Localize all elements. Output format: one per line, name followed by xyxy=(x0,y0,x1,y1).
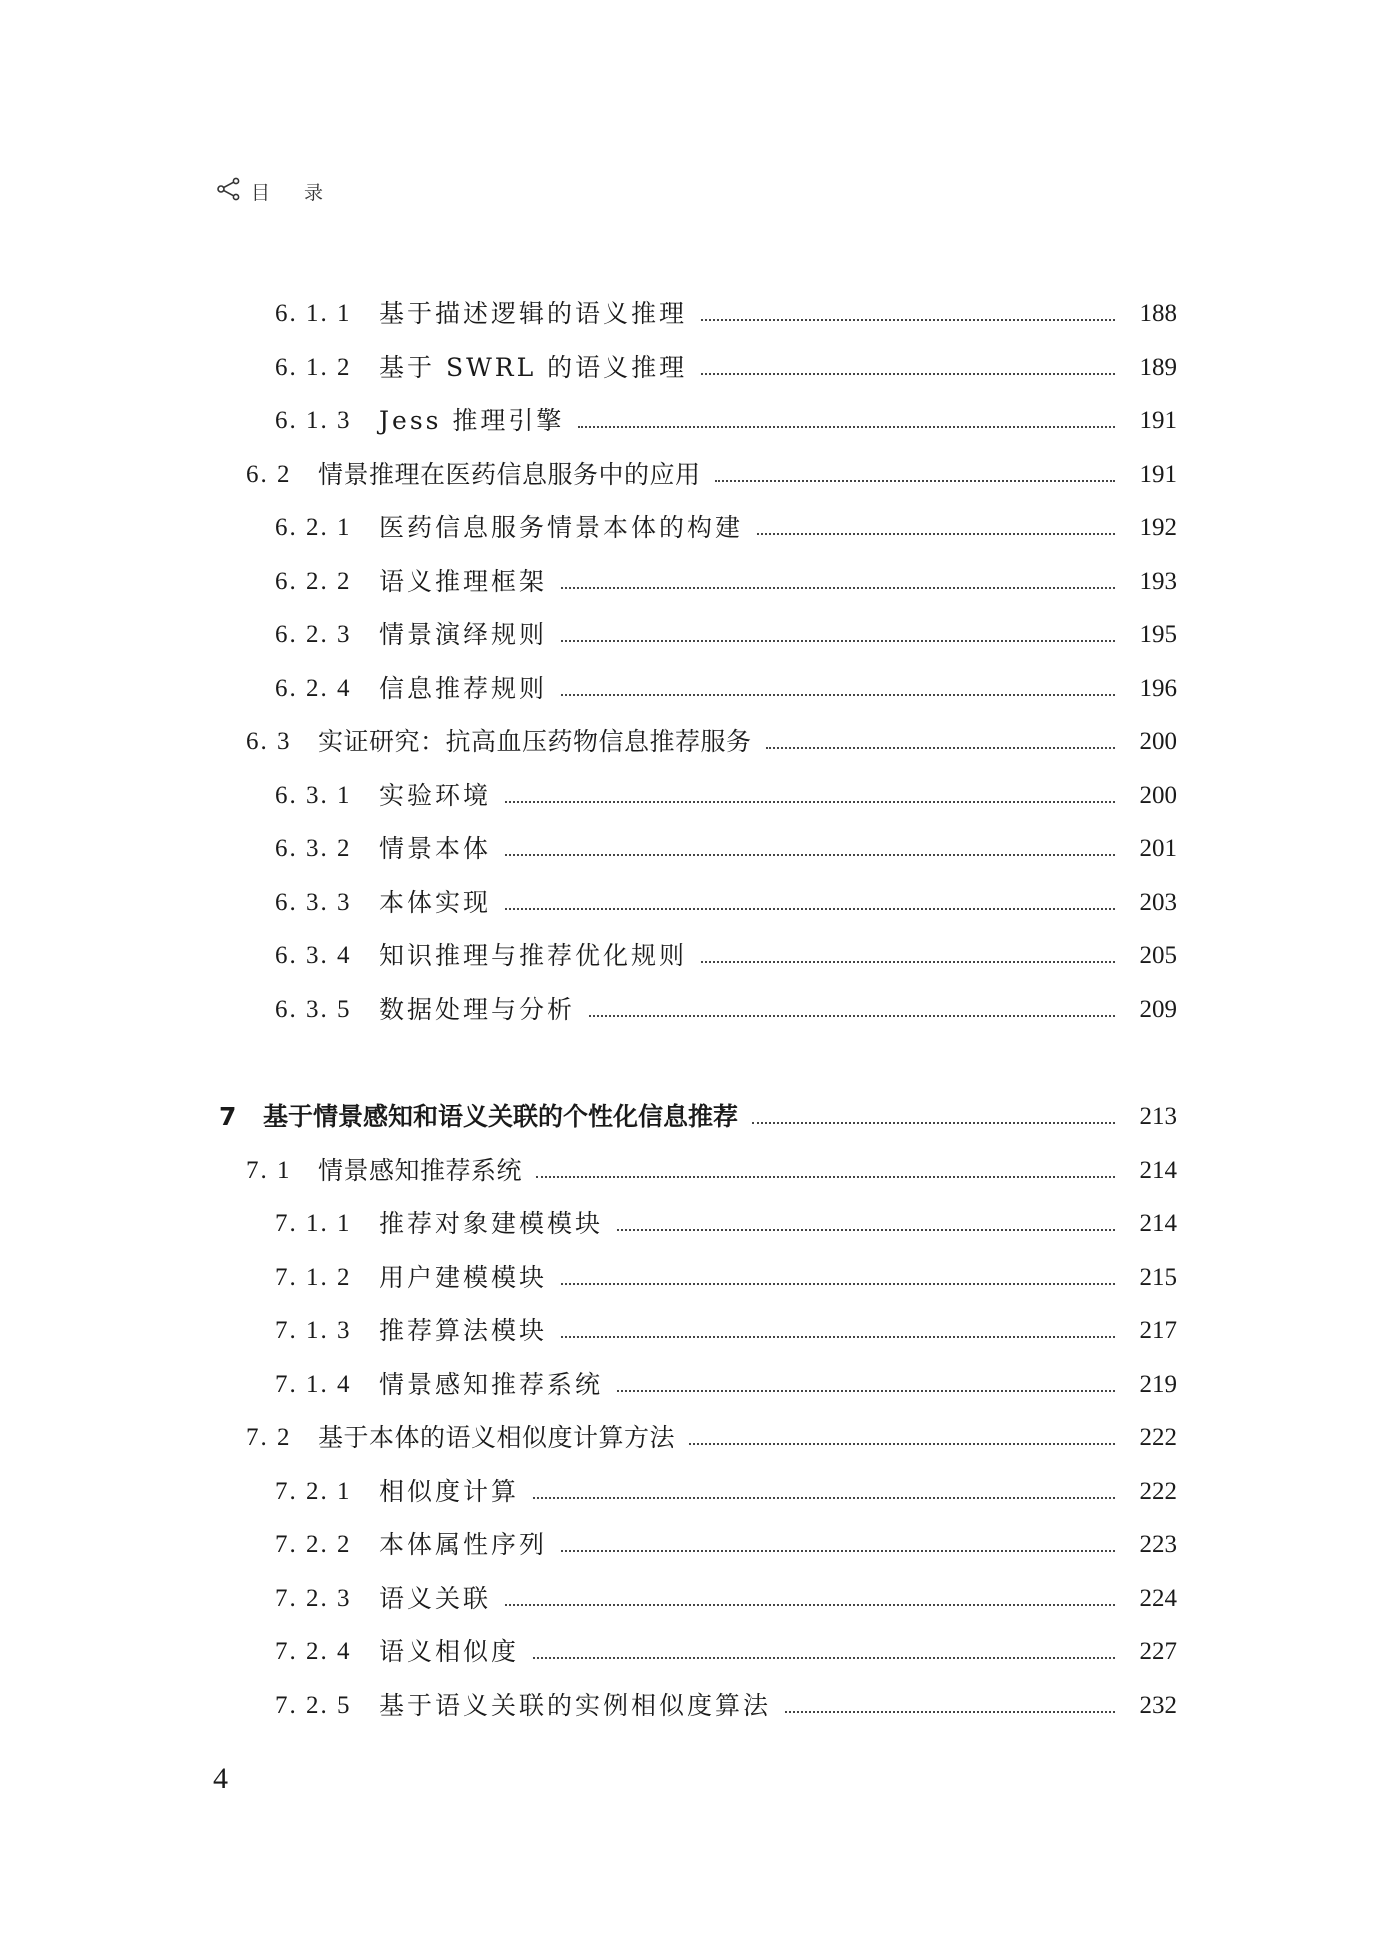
toc-leader-dots xyxy=(701,319,1115,321)
toc-entry-title: 情景感知推荐系统 xyxy=(379,1370,604,1399)
toc-entry-page: 205 xyxy=(1139,942,1177,969)
toc-entry-page: 213 xyxy=(1139,1103,1177,1130)
toc-section[interactable] xyxy=(246,1147,1177,1187)
toc-entry-number: 6. 3. 4 xyxy=(275,942,352,969)
toc-leader-dots xyxy=(505,854,1115,856)
toc-entry-number: 6. 2. 2 xyxy=(275,568,352,595)
toc-subsection[interactable] xyxy=(275,1468,1177,1508)
toc-entry-page: 191 xyxy=(1139,461,1177,488)
toc-entry-title: 基于描述逻辑的语义推理 xyxy=(379,299,688,328)
toc-subsection[interactable] xyxy=(275,344,1177,384)
toc-leader-dots xyxy=(536,1176,1115,1178)
running-header xyxy=(215,176,337,206)
toc-entry-title: 情景演绎规则 xyxy=(379,620,548,649)
toc-entry-page: 227 xyxy=(1139,1638,1177,1665)
toc-subsection[interactable] xyxy=(275,290,1177,330)
toc-entry-number: 7. 2. 3 xyxy=(275,1585,352,1612)
toc-leader-dots xyxy=(689,1443,1115,1445)
toc-subsection[interactable] xyxy=(275,1200,1177,1240)
toc-subsection[interactable] xyxy=(275,1575,1177,1615)
toc-leader-dots xyxy=(505,801,1115,803)
toc-entry-title: 实证研究：抗高血压药物信息推荐服务 xyxy=(318,727,752,756)
toc-entry-title: 推荐对象建模模块 xyxy=(379,1209,604,1238)
toc-entry-number: 6. 2 xyxy=(246,461,292,488)
toc-entry-title: 语义关联 xyxy=(379,1584,492,1613)
toc-section[interactable] xyxy=(246,1414,1177,1454)
toc-entry-page: 222 xyxy=(1139,1478,1177,1505)
toc-entry-page: 189 xyxy=(1139,354,1177,381)
toc-entry-page: 191 xyxy=(1139,407,1177,434)
toc-entry-number: 6. 3. 3 xyxy=(275,889,352,916)
toc-leader-dots xyxy=(561,587,1115,589)
toc-leader-dots xyxy=(505,908,1115,910)
toc-section[interactable] xyxy=(246,718,1177,758)
toc-entry-number: 6. 2. 4 xyxy=(275,675,352,702)
toc-entry-page: 188 xyxy=(1139,300,1177,327)
toc-entry-page: 203 xyxy=(1139,889,1177,916)
toc-entry-title: 数据处理与分析 xyxy=(379,995,576,1024)
toc-leader-dots xyxy=(752,1122,1115,1124)
toc-entry-page: 200 xyxy=(1139,728,1177,755)
toc-entry-title: 用户建模模块 xyxy=(379,1263,548,1292)
toc-entry-title: 情景推理在医药信息服务中的应用 xyxy=(318,460,701,489)
toc-entry-title: 基于本体的语义相似度计算方法 xyxy=(318,1423,676,1452)
toc-entry-page: 232 xyxy=(1139,1692,1177,1719)
toc-entry-title: 语义推理框架 xyxy=(379,567,548,596)
toc-leader-dots xyxy=(617,1229,1115,1231)
toc-subsection[interactable] xyxy=(275,879,1177,919)
toc-subsection[interactable] xyxy=(275,932,1177,972)
toc-subsection[interactable] xyxy=(275,665,1177,705)
toc-entry-number: 6. 1. 1 xyxy=(275,300,352,327)
toc-entry-number: 7. 1 xyxy=(246,1157,292,1184)
toc-leader-dots xyxy=(589,1015,1115,1017)
toc-entry-title: 本体实现 xyxy=(379,888,492,917)
toc-subsection[interactable] xyxy=(275,986,1177,1026)
toc-entry-number: 6. 2. 1 xyxy=(275,514,352,541)
share-branch-icon xyxy=(215,176,241,206)
toc-entry-number: 6. 3. 5 xyxy=(275,996,352,1023)
toc-leader-dots xyxy=(785,1711,1115,1713)
toc-subsection[interactable] xyxy=(275,397,1177,437)
toc-entry-title: 知识推理与推荐优化规则 xyxy=(379,941,688,970)
toc-subsection[interactable] xyxy=(275,825,1177,865)
toc-entry-page: 224 xyxy=(1139,1585,1177,1612)
toc-entry-number: 7. 1. 3 xyxy=(275,1317,352,1344)
toc-entry-number: 7. 2 xyxy=(246,1424,292,1451)
header-title: 目 录 xyxy=(251,181,338,204)
toc-entry-title: 基于语义关联的实例相似度算法 xyxy=(379,1691,772,1720)
toc-entry-title: 语义相似度 xyxy=(379,1637,520,1666)
toc-entry-page: 201 xyxy=(1139,835,1177,862)
toc-subsection[interactable] xyxy=(275,1682,1177,1722)
toc-leader-dots xyxy=(715,480,1115,482)
toc-entry-title: 本体属性序列 xyxy=(379,1530,548,1559)
toc-entry-page: 209 xyxy=(1139,996,1177,1023)
toc-entry-title: 情景本体 xyxy=(379,834,492,863)
toc-entry-number: 7. 1. 2 xyxy=(275,1264,352,1291)
toc-entry-title: 情景感知推荐系统 xyxy=(318,1156,523,1185)
toc-entry-title: 实验环境 xyxy=(379,781,492,810)
toc-entry-title: 推荐算法模块 xyxy=(379,1316,548,1345)
toc-entry-title: 基于情景感知和语义关联的个性化信息推荐 xyxy=(263,1102,739,1131)
toc-entry-page: 193 xyxy=(1139,568,1177,595)
toc-leader-dots xyxy=(533,1657,1115,1659)
toc-leader-dots xyxy=(701,961,1115,963)
toc-leader-dots xyxy=(561,640,1115,642)
toc-leader-dots xyxy=(561,1336,1115,1338)
toc-entry-number: 6. 3 xyxy=(246,728,292,755)
toc-entry-page: 200 xyxy=(1139,782,1177,809)
toc-subsection[interactable] xyxy=(275,1361,1177,1401)
toc-entry-number: 7. 2. 4 xyxy=(275,1638,352,1665)
toc-entry-page: 223 xyxy=(1139,1531,1177,1558)
toc-entry-page: 217 xyxy=(1139,1317,1177,1344)
toc-leader-dots xyxy=(561,694,1115,696)
toc-entry-page: 214 xyxy=(1139,1157,1177,1184)
toc-leader-dots xyxy=(561,1550,1115,1552)
toc-entry-page: 215 xyxy=(1139,1264,1177,1291)
toc-entry-number: 7 xyxy=(219,1102,237,1131)
toc-entry-number: 6. 2. 3 xyxy=(275,621,352,648)
toc-entry-number: 6. 3. 2 xyxy=(275,835,352,862)
toc-entry-title: 基于 SWRL 的语义推理 xyxy=(379,353,688,382)
toc-entry-page: 219 xyxy=(1139,1371,1177,1398)
toc-entry-page: 196 xyxy=(1139,675,1177,702)
toc-subsection[interactable] xyxy=(275,1307,1177,1347)
toc-leader-dots xyxy=(766,747,1115,749)
toc-entry-number: 7. 2. 2 xyxy=(275,1531,352,1558)
toc-entry-number: 7. 2. 5 xyxy=(275,1692,352,1719)
toc-entry-title: 相似度计算 xyxy=(379,1477,520,1506)
toc-entry-title: 信息推荐规则 xyxy=(379,674,548,703)
toc-subsection[interactable] xyxy=(275,1521,1177,1561)
toc-leader-dots xyxy=(617,1390,1115,1392)
toc-entry-page: 214 xyxy=(1139,1210,1177,1237)
toc-subsection[interactable] xyxy=(275,611,1177,651)
toc-entry-title: 医药信息服务情景本体的构建 xyxy=(379,513,744,542)
toc-leader-dots xyxy=(533,1497,1115,1499)
toc-entry-number: 7. 1. 1 xyxy=(275,1210,352,1237)
toc-subsection[interactable] xyxy=(275,504,1177,544)
toc-leader-dots xyxy=(757,533,1115,535)
toc-entry-title: Jess 推理引擎 xyxy=(379,406,565,435)
toc-leader-dots xyxy=(505,1604,1115,1606)
toc-entry-page: 195 xyxy=(1139,621,1177,648)
toc-subsection[interactable] xyxy=(275,772,1177,812)
toc-entry-number: 7. 2. 1 xyxy=(275,1478,352,1505)
toc-entry-number: 6. 1. 2 xyxy=(275,354,352,381)
toc-leader-dots xyxy=(701,373,1115,375)
toc-entry-number: 6. 3. 1 xyxy=(275,782,352,809)
toc-entry-number: 7. 1. 4 xyxy=(275,1371,352,1398)
toc-section[interactable] xyxy=(246,451,1177,491)
toc-subsection[interactable] xyxy=(275,558,1177,598)
toc-entry-number: 6. 1. 3 xyxy=(275,407,352,434)
toc-subsection[interactable] xyxy=(275,1254,1177,1294)
page-number: 4 xyxy=(213,1762,228,1795)
toc-entry-page: 192 xyxy=(1139,514,1177,541)
toc-entry-page: 222 xyxy=(1139,1424,1177,1451)
toc-subsection[interactable] xyxy=(275,1628,1177,1668)
toc-leader-dots xyxy=(561,1283,1115,1285)
toc-leader-dots xyxy=(578,426,1115,428)
toc-chapter[interactable] xyxy=(219,1093,1177,1133)
